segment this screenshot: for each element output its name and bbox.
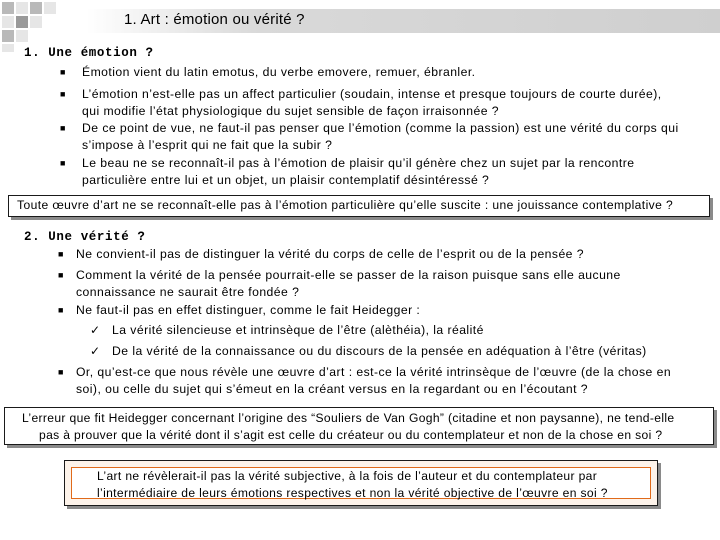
section1-heading: 1. Une émotion ? bbox=[24, 46, 154, 60]
section2-heading: 2. Une vérité ? bbox=[24, 230, 146, 244]
section2-check-1: La vérité silencieuse et intrinsèque de l’être (alèthéia), la réalité bbox=[112, 323, 484, 337]
section1-bullet-3: De ce point de vue, ne faut-il pas penser que l’émotion (comme la passion) est une vérité du corps qui s’impose à l’esprit qui ne fait que la subir ? bbox=[82, 121, 679, 152]
bullet-marker: ■ bbox=[60, 67, 66, 77]
callout-box-1 bbox=[8, 195, 710, 217]
bullet-marker: ■ bbox=[60, 158, 66, 168]
section2-bullet-2: Comment la vérité de la pensée pourrait-elle se passer de la raison puisque sans elle aucune connaissance ne saurait être fondée ? bbox=[76, 268, 621, 299]
slide-title: 1. Art : émotion ou vérité ? bbox=[124, 11, 305, 28]
callout-box-2 bbox=[4, 407, 714, 445]
bullet-marker: ■ bbox=[58, 249, 64, 259]
callout-box-3 bbox=[64, 460, 658, 506]
callout-box-3-text: L’art ne révèlerait-il pas la vérité subjective, à la fois de l’auteur et du contemplateur par l’intermédiaire de leurs émotions respectives et non la vérité objective de l’œuvre en soi ? bbox=[97, 469, 608, 500]
section1-bullet-1: Émotion vient du latin emotus, du verbe emovere, remuer, ébranler. bbox=[82, 65, 476, 79]
section2-bullet-1: Ne convient-il pas de distinguer la vérité du corps de celle de l’esprit ou de la pensée ? bbox=[76, 247, 584, 261]
bullet-marker: ■ bbox=[60, 89, 66, 99]
checkmark-icon: ✓ bbox=[90, 344, 101, 358]
section2-bullet-4: Or, qu’est-ce que nous révèle une œuvre d’art : est-ce la vérité intrinsèque de l’œuvre (de la chose en soi), ou celle du sujet qui s’émeut en la créant versus en la regardant ou en l’écoutant ? bbox=[76, 365, 672, 396]
bullet-marker: ■ bbox=[60, 123, 66, 133]
callout-box-2-text: L’erreur que fit Heidegger concernant l’origine des “Souliers de Van Gogh” (citadine et non paysanne), ne tend-elle pas à prouver que la vérité dont il s’agit est celle du créateur ou du contemplateur et non de la chose en soi ? bbox=[22, 411, 675, 442]
bullet-marker: ■ bbox=[58, 305, 64, 315]
section2-bullet-3: Ne faut-il pas en effet distinguer, comme le fait Heidegger : bbox=[76, 303, 421, 317]
section1-bullet-4: Le beau ne se reconnaît-il pas à l’émotion de plaisir qu’il génère chez un sujet par la rencontre particulière entre lui et un objet, un plaisir contemplatif désintéressé ? bbox=[82, 156, 635, 187]
bullet-marker: ■ bbox=[58, 367, 64, 377]
callout-box-1-text: Toute œuvre d’art ne se reconnaît-elle pas à l’émotion particulière qu’elle suscite : une jouissance contemplative ? bbox=[17, 198, 674, 212]
bullet-marker: ■ bbox=[58, 270, 64, 280]
section2-check-2: De la vérité de la connaissance ou du discours de la pensée en adéquation à l’être (véritas) bbox=[112, 344, 647, 358]
checkmark-icon: ✓ bbox=[90, 323, 101, 337]
section1-bullet-2: L’émotion n’est-elle pas un affect particulier (soudain, intense et presque toujours de courte durée), qui modifie l’état physiologique du sujet sensible de façon irraisonnée ? bbox=[82, 87, 662, 118]
